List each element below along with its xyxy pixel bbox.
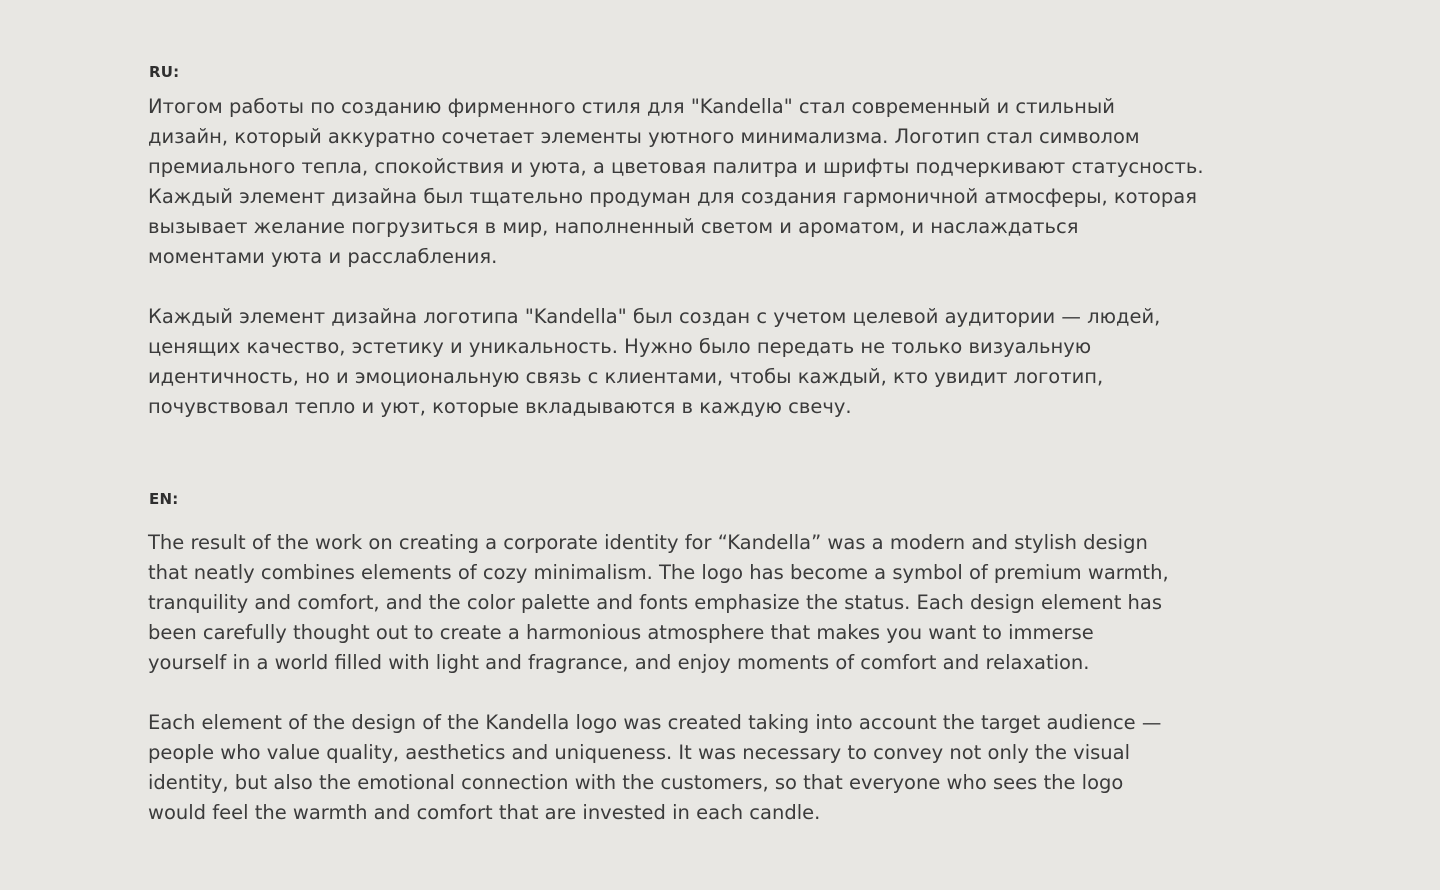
text-line: been carefully thought out to create a harmonious atmosphere that makes you want to immerse	[148, 621, 1094, 644]
text-line: The result of the work on creating a corporate identity for “Kandella” was a modern and stylish design	[148, 531, 1148, 554]
text-line: вызывает желание погрузиться в мир, наполненный светом и ароматом, и наслаждаться	[148, 215, 1079, 238]
text-line: премиального тепла, спокойствия и уюта, а цветовая палитра и шрифты подчеркивают статусность.	[148, 155, 1204, 178]
text-line: would feel the warmth and comfort that are invested in each candle.	[148, 801, 821, 824]
text-line: that neatly combines elements of cozy minimalism. The logo has become a symbol of premium warmth,	[148, 561, 1169, 584]
ru-paragraph-1	[148, 92, 1308, 272]
text-line: Итогом работы по созданию фирменного стиля для "Kandella" стал современный и стильный	[148, 95, 1115, 118]
text-line: идентичность, но и эмоциональную связь с клиентами, чтобы каждый, кто увидит логотип,	[148, 365, 1104, 388]
text-line: yourself in a world filled with light and fragrance, and enjoy moments of comfort and relaxation.	[148, 651, 1090, 674]
text-line: ценящих качество, эстетику и уникальность. Нужно было передать не только визуальную	[148, 335, 1092, 358]
ru-paragraph-2	[148, 302, 1308, 422]
text-line: дизайн, который аккуратно сочетает элементы уютного минимализма. Логотип стал символом	[148, 125, 1140, 148]
text-line: Каждый элемент дизайна был тщательно продуман для создания гармоничной атмосферы, которая	[148, 185, 1197, 208]
en-paragraph-1	[148, 528, 1308, 678]
text-line: почувствовал тепло и уют, которые вкладываются в каждую свечу.	[148, 395, 852, 418]
text-line: tranquility and comfort, and the color palette and fonts emphasize the status. Each design element has	[148, 591, 1163, 614]
en-section-label: EN:	[149, 490, 179, 508]
en-paragraph-2	[148, 708, 1308, 828]
text-line: моментами уюта и расслабления.	[148, 245, 498, 268]
text-line: identity, but also the emotional connection with the customers, so that everyone who sees the logo	[148, 771, 1124, 794]
ru-section-label: RU:	[149, 63, 180, 81]
text-line: Each element of the design of the Kandella logo was created taking into account the target audience —	[148, 711, 1162, 734]
text-line: Каждый элемент дизайна логотипа "Kandella" был создан с учетом целевой аудитории — людей,	[148, 305, 1161, 328]
text-line: people who value quality, aesthetics and uniqueness. It was necessary to convey not only the visual	[148, 741, 1131, 764]
